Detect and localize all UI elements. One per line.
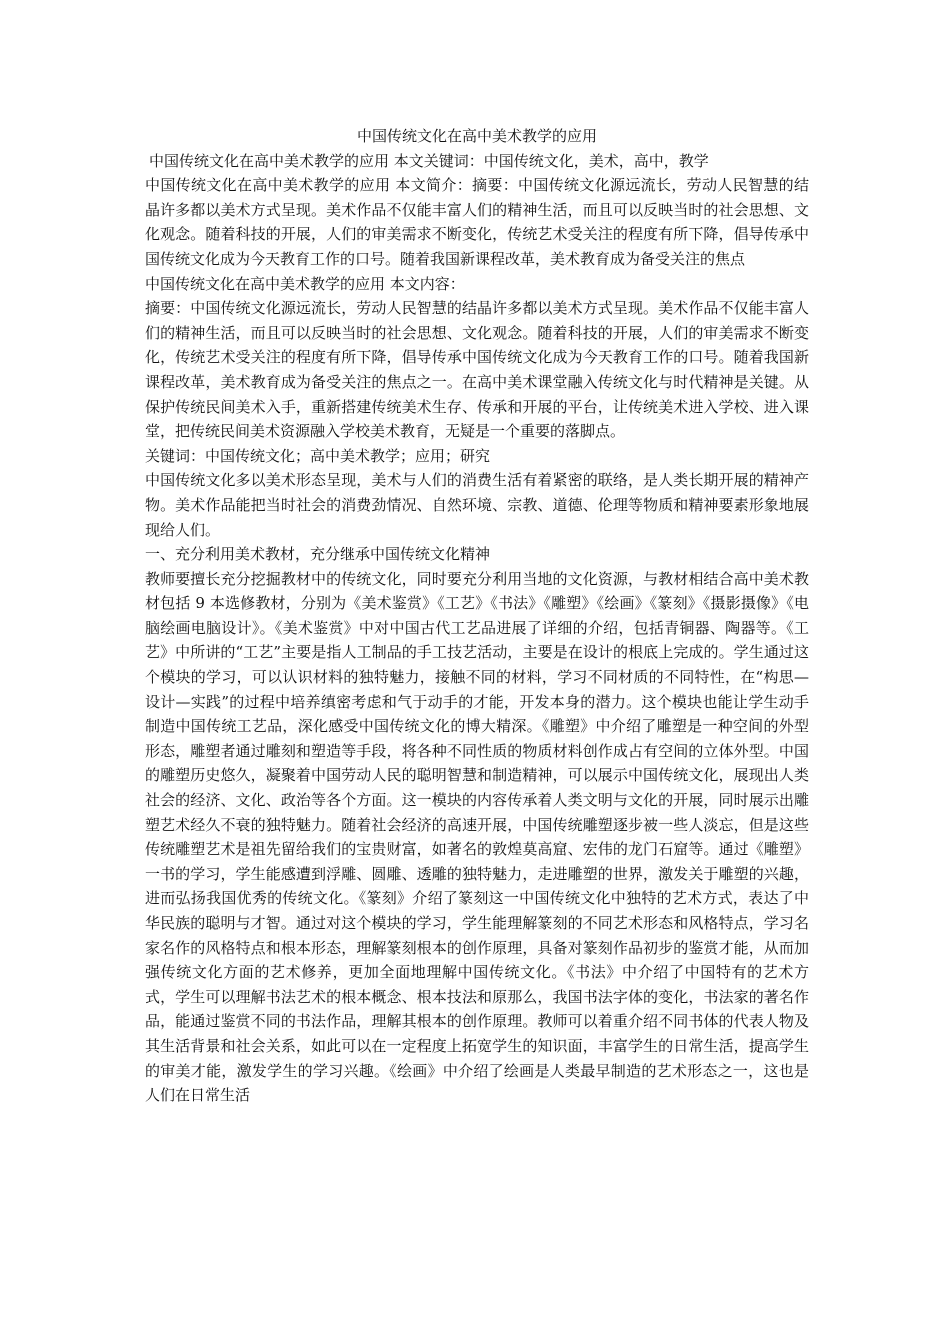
body-paragraph-1: 中国传统文化多以美术形态呈现，美术与人们的消费生活有着紧密的联络，是人类长期开展的精神产物。美术作品能把当时社会的消费劲情况、自然环境、宗教、道德、伦理等物质和精神要素形象地展现给人们。 [145, 471, 809, 539]
content-heading: 中国传统文化在高中美术教学的应用 本文内容： [145, 274, 465, 293]
document-page [145, 124, 809, 1108]
keywords-paragraph: 关键词：中国传统文化；高中美术教学；应用；研究 [145, 446, 491, 465]
keywords-line: 中国传统文化在高中美术教学的应用 本文关键词：中国传统文化，美术，高中，教学 [149, 151, 709, 170]
section-heading-1: 一、充分利用美术教材，充分继承中国传统文化精神 [145, 545, 491, 564]
document-title: 中国传统文化在高中美术教学的应用 [356, 127, 597, 145]
intro-paragraph: 中国传统文化在高中美术教学的应用 本文简介：摘要：中国传统文化源远流长，劳动人民智慧的结晶许多都以美术方式呈现。美术作品不仅能丰富人们的精神生活，而且可以反映当时的社会思想、文化观念。随着科技的开展，人们的审美需求不断变化，传统艺术受关注的程度有所下降，倡导传承中国传统文化成为今天教育工作的口号。随着我国新课程改革，美术教育成为备受关注的焦点 [145, 176, 809, 268]
body-paragraph-2: 教师要擅长充分挖掘教材中的传统文化，同时要充分利用当地的文化资源，与教材相结合高中美术教材包括 9 本选修教材，分别为《美术鉴赏》《工艺》《书法》《雕塑》《绘画》《篆刻》《摄影摄像》《电脑绘画电脑设计》。《美术鉴赏》中对中国古代工艺品进展了详细的介绍，包括青铜器、陶器等。《工艺》中所讲的“工艺”主要是指人工制品的手工技艺活动，主要是在设计的根底上完成的。学生通过这个模块的学习，可以认识材料的独特魅力，接触不同的材料，学习不同材质的不同特性，在“构思—设计—实践”的过程中培养缜密考虑和气于动手的才能，开发本身的潜力。这个模块也能让学生动手制造中国传统工艺品，深化感受中国传统文化的博大精深。《雕塑》中介绍了雕塑是一种空间的外型形态，雕塑者通过雕刻和塑造等手段，将各种不同性质的物质材料创作成占有空间的立体外型。中国的雕塑历史悠久，凝聚着中国劳动人民的聪明智慧和制造精神，可以展示中国传统文化，展现出人类社会的经济、文化、政治等各个方面。这一模块的内容传承着人类文明与文化的开展，同时展示出雕塑艺术经久不衰的独特魅力。随着社会经济的高速开展，中国传统雕塑逐步被一些人淡忘，但是这些传统雕塑艺术是祖先留给我们的宝贵财富，如著名的敦煌莫高窟、宏伟的龙门石窟等。通过《雕塑》一书的学习，学生能感遭到浮雕、圆雕、透雕的独特魅力，走进雕塑的世界，激发关于雕塑的兴趣，进而弘扬我国优秀的传统文化。《篆刻》介绍了篆刻这一中国传统文化中独特的艺术方式，表达了中华民族的聪明与才智。通过对这个模块的学习，学生能理解篆刻的不同艺术形态和风格特点，学习名家名作的风格特点和根本形态，理解篆刻根本的创作原理，具备对篆刻作品初步的鉴赏才能，从而加强传统文化方面的艺术修养，更加全面地理解中国传统文化。《书法》中介绍了中国特有的艺术方式，学生可以理解书法艺术的根本概念、根本技法和原那么，我国书法字体的变化，书法家的著名作品，能通过鉴赏不同的书法作品，理解其根本的创作原理。教师可以着重介绍不同书体的代表人物及其生活背景和社会关系，如此可以在一定程度上拓宽学生的知识面，丰富学生的日常生活，提高学生的审美才能，激发学生的学习兴趣。《绘画》中介绍了绘画是人类最早制造的艺术形态之一，这也是人们在日常生活 [145, 569, 809, 1105]
abstract-paragraph: 摘要：中国传统文化源远流长，劳动人民智慧的结晶许多都以美术方式呈现。美术作品不仅能丰富人们的精神生活，而且可以反映当时的社会思想、文化观念。随着科技的开展，人们的审美需求不断变化，传统艺术受关注的程度有所下降，倡导传承中国传统文化成为今天教育工作的口号。随着我国新课程改革，美术教育成为备受关注的焦点之一。在高中美术课堂融入传统文化与时代精神是关键。从保护传统民间美术入手，重新搭建传统美术生存、传承和开展的平台，让传统美术进入学校、进入课堂，把传统民间美术资源融入学校美术教育，无疑是一个重要的落脚点。 [145, 299, 809, 441]
